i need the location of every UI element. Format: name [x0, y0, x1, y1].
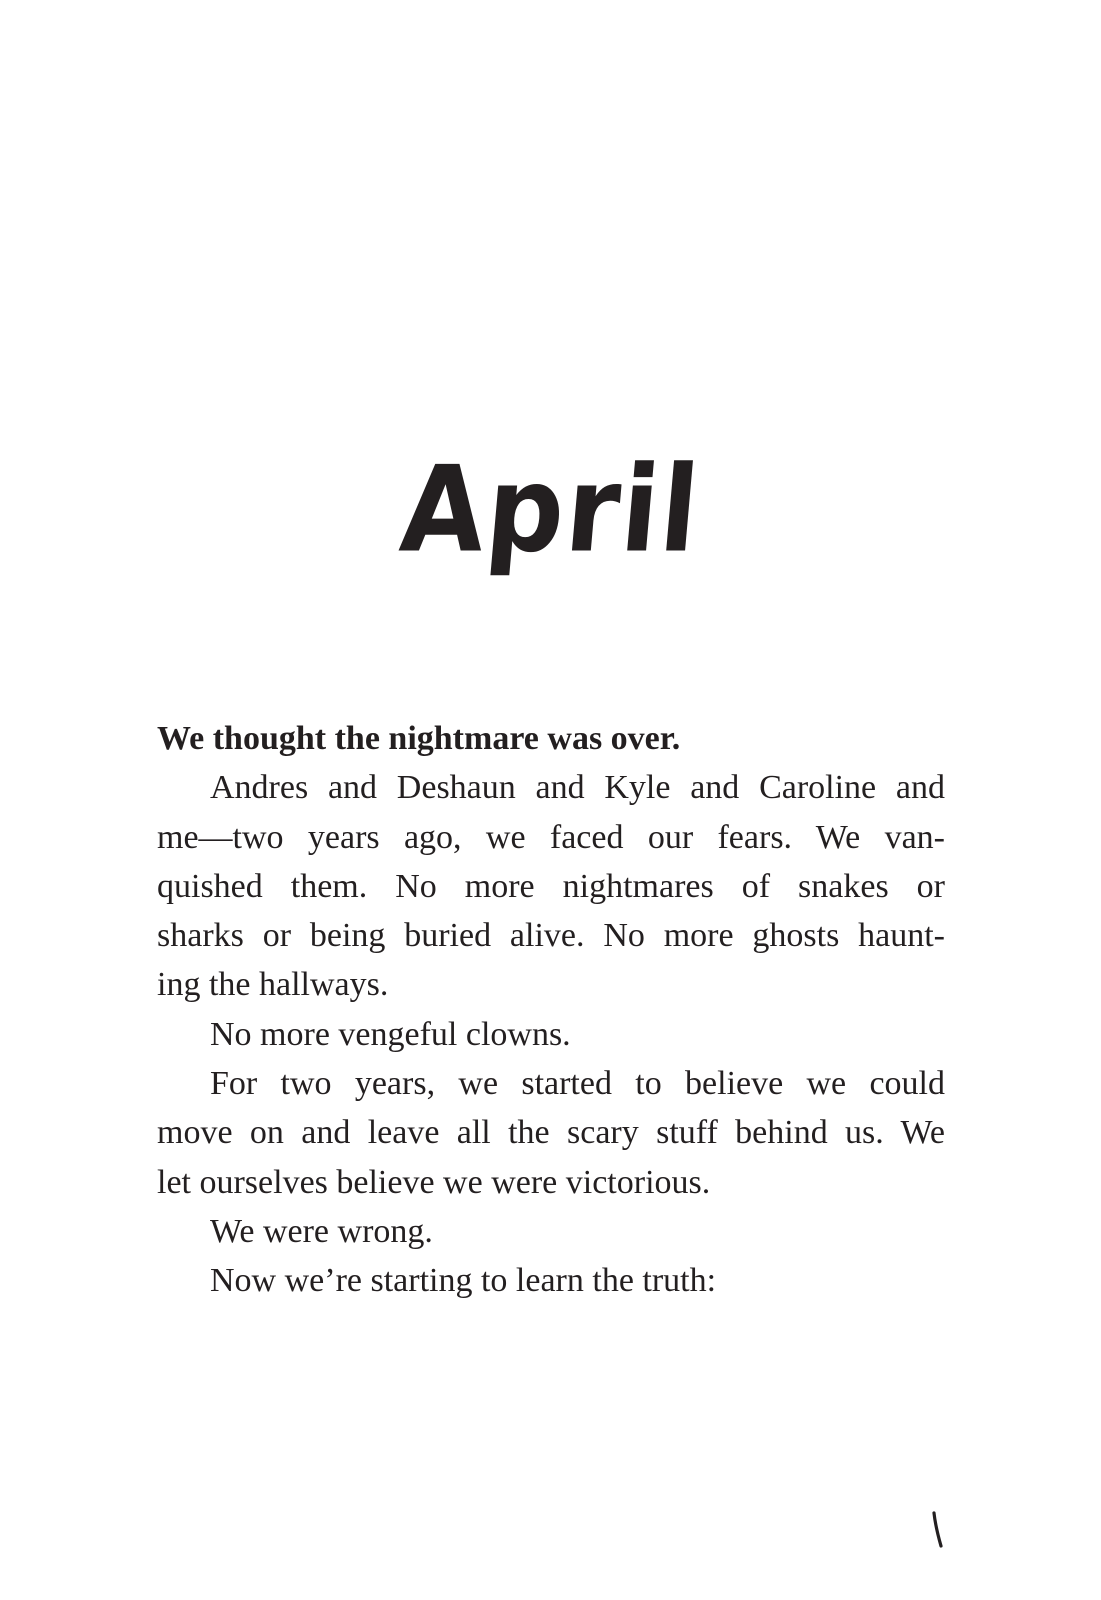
paragraph-3 [157, 1059, 945, 1207]
paragraph-4: We were wrong. [210, 1212, 433, 1250]
body-text [157, 714, 945, 1306]
paragraph-3-line: For two years, we started to believe we could [210, 1065, 945, 1103]
paragraph-2: No more vengeful clowns. [210, 1015, 571, 1053]
paragraph-3-line: let ourselves believe we were victorious. [157, 1163, 711, 1201]
page-number [928, 1510, 948, 1550]
paragraph-3-line: move on and leave all the scary stuff behind us. We [157, 1114, 945, 1152]
paragraph-1-line: sharks or being buried alive. No more ghosts haunt- [157, 917, 945, 955]
paragraph-1-line: quished them. No more nightmares of snakes or [157, 867, 945, 905]
paragraph-1-line: me—two years ago, we faced our fears. We van- [157, 818, 945, 856]
lead-sentence: We thought the nightmare was over. [157, 720, 681, 757]
paragraph-1 [157, 763, 945, 1009]
paragraph-1-line: Andres and Deshaun and Kyle and Caroline and [210, 769, 945, 807]
paragraph-1-line: ing the hallways. [157, 966, 389, 1004]
paragraph-5: Now we’re starting to learn the truth: [210, 1262, 717, 1300]
chapter-title: April [395, 441, 706, 580]
